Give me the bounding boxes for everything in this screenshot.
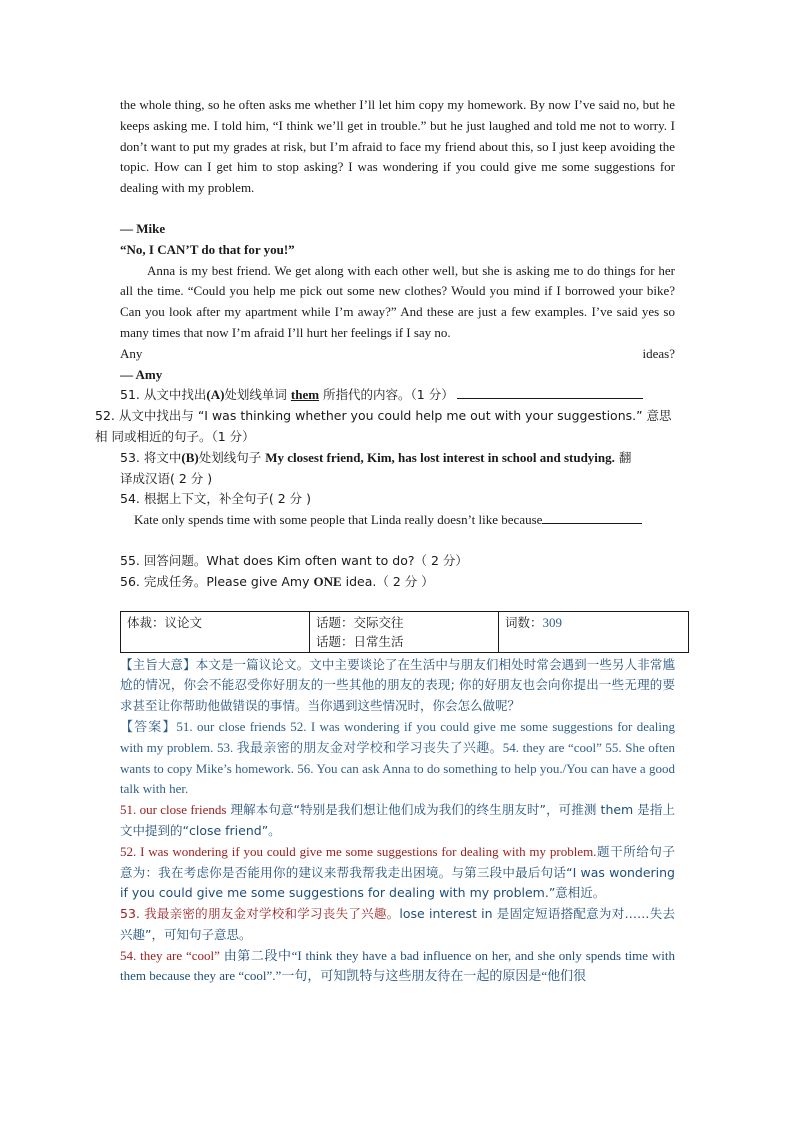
answer-blank-54[interactable] [542,511,642,524]
info-table [120,611,689,653]
answer-key: 【答案】51. our close friends 52. I was wondering if you could give me some suggestions for dealing with my problem. 53. 我最亲密的朋友金对学校和学习丧失了兴趣。54. they are “cool” 55. She often wants to copy Mike’s homework. 56. You can ask Anna to do something to help you./You can have a good talk with her. [120,718,675,797]
question-53: 53. 将文中(B)处划线句子 My closest friend, Kim, has lost interest in school and studying. 翻 [120,449,632,465]
topic-cell: 话题：交际交往 话题：日常生活 [310,611,499,652]
signature-amy: — Amy [120,366,163,382]
answer-blank-51[interactable] [457,386,643,399]
signature-mike: — Mike [120,220,166,236]
question-55: 55. 回答问题。What does Kim often want to do?（ 2 分） [120,552,468,568]
passage-paragraph-amy: Anna is my best friend. We get along with each other well, but she is asking me to do things for her all the time. “Could you help me pick out some new clothes? Would you mind if I borrowed your bike? Can you look after my apartment while I’m away?” And these are just a few examples. I’ve said yes so many times that now I’m afraid I’ll hurt her feelings if I say no. [120,262,675,340]
explanation-52: 52. I was wondering if you could give me some suggestions for dealing with my problem.题干所给句子意为：我在考虑你是否能用你的建议来帮我帮我走出困境。与第三段中最后句话“I was wondering if you could give me some suggestions for dealing with my problem.”意相近。 [120,843,675,901]
spacer [120,531,675,551]
genre-cell: 体裁：议论文 [121,611,310,652]
passage-paragraph-amy-last-line [120,344,675,365]
analysis-section [120,655,675,988]
question-53-continued: 译成汉语( 2 分 ) [120,470,213,486]
word-any: Any [120,345,143,361]
explanation-53: 53. 我最亲密的朋友金对学校和学习丧失了兴趣。lose interest in 是固定短语搭配意为对……失去兴趣”，可知句子意思。 [120,906,675,942]
passage-paragraph-mike: the whole thing, so he often asks me whether I’ll let him copy my homework. By now I’ve said no, but he keeps asking me. I told him, “I think we’ll get in trouble.” but he just laughed and told me not to worry. I don’t want to put my grades at risk, but I’m afraid to face my friend about this, so I just keep avoiding the topic. How can I get him to stop asking? I was wondering if you could give me some suggestions for dealing with my problem. [120,97,675,196]
spacer [120,199,675,219]
main-idea: 【主旨大意】本文是一篇议论文。文中主要谈论了在生活中与朋友们相处时常会遇到一些另人非常尴尬的情况，你会不能忍受你好朋友的一些其他的朋友的表现; 你的好朋友也会向你提出一些无理的要求甚至让你帮助他做错误的事情。当你遇到这些情况时，你会怎么做呢？ [120,656,675,714]
question-54-sentence: Kate only spends time with some people that Linda really doesn’t like because [120,510,675,531]
question-51: 51. 从文中找出(A)处划线单词 them 所指代的内容。（1 分） [120,385,675,406]
explanation-51: 51. our close friends 理解本句意“特别是我们想让他们成为我们的终生朋友时”，可推测 them 是指上文中提到的“close friend”。 [120,802,675,838]
letter-heading-amy: “No, I CAN’T do that for you!” [120,241,295,257]
word-ideas: ideas? [642,345,675,361]
spacer [120,593,675,611]
explanation-54: 54. they are “cool” 由第二段中“I think they have a bad influence on her, and she only spends time with them because they are “cool”.”一句，可知凯特与这些朋友待在一起的原因是“他们很 [120,947,675,984]
word-count-cell: 词数：309 [499,611,689,652]
question-56: 56. 完成任务。Please give Amy ONE idea.（ 2 分 ） [120,573,434,589]
question-54: 54. 根据上下文，补全句子( 2 分 ) [120,491,311,507]
document-page [95,95,675,987]
question-52: 52. 从文中找出与 “I was thinking whether you could help me out with your suggestions.” 意思相 同或相近的句子。（1 分） [95,408,672,444]
